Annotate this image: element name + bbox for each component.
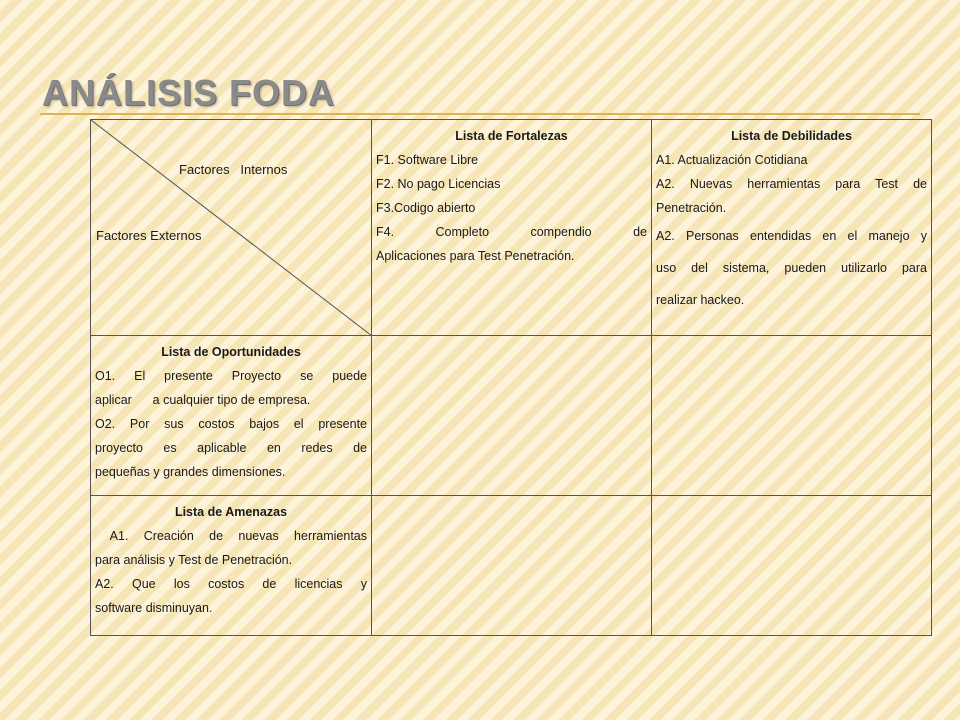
strength-item: F3.Codigo abierto — [376, 201, 476, 215]
strengths-cell — [372, 120, 652, 336]
weakness-item-continuation: uso del sistema, pueden utilizarlo para — [656, 261, 927, 275]
threats-cell — [91, 496, 372, 636]
fa-strategy-cell — [372, 496, 652, 636]
strength-item: F1. Software Libre — [376, 153, 479, 167]
matrix-row-threats — [91, 496, 932, 636]
threat-item: A2. Que los costos de licencias y — [95, 577, 367, 591]
strength-item-continuation: Aplicaciones para Test Penetración. — [376, 249, 575, 263]
matrix-row-internal — [91, 120, 932, 336]
weaknesses-cell — [652, 120, 932, 336]
weakness-item: A1. Actualización Cotidiana — [656, 153, 808, 167]
opportunities-cell — [91, 336, 372, 496]
opportunity-item: O1. El presente Proyecto se puede — [95, 369, 367, 383]
opportunities-heading: Lista de Oportunidades — [161, 345, 301, 359]
opportunity-item-continuation: pequeñas y grandes dimensiones. — [95, 465, 286, 479]
internal-factors-label: Factores Internos — [179, 162, 288, 177]
weaknesses-heading: Lista de Debilidades — [731, 129, 852, 143]
strength-item: F2. No pago Licencias — [376, 177, 501, 191]
external-factors-label: Factores Externos — [96, 228, 202, 243]
da-strategy-cell — [652, 496, 932, 636]
strengths-heading: Lista de Fortalezas — [455, 129, 568, 143]
fo-strategy-cell — [372, 336, 652, 496]
strength-item: F4. Completo compendio de — [376, 225, 647, 239]
foda-matrix — [90, 119, 932, 636]
opportunity-item-continuation: aplicar a cualquier tipo de empresa. — [95, 393, 311, 407]
weakness-item: A2. Nuevas herramientas para Test de — [656, 177, 927, 191]
threat-item: A1. Creación de nuevas herramientas — [95, 529, 367, 543]
threat-item-continuation: para análisis y Test de Penetración. — [95, 553, 293, 567]
matrix-corner-cell — [91, 120, 372, 336]
do-strategy-cell — [652, 336, 932, 496]
matrix-row-opportunities — [91, 336, 932, 496]
threat-item-continuation: software disminuyan. — [95, 601, 213, 615]
opportunity-item: O2. Por sus costos bajos el presente — [95, 417, 367, 431]
weakness-item-continuation: realizar hackeo. — [656, 293, 745, 307]
title-underline — [40, 113, 920, 115]
slide-title: ANÁLISIS FODA — [42, 72, 336, 113]
weakness-item-continuation: Penetración. — [656, 201, 727, 215]
opportunity-item-continuation: proyecto es aplicable en redes de — [95, 441, 367, 455]
weakness-item: A2. Personas entendidas en el manejo y — [656, 229, 927, 243]
threats-heading: Lista de Amenazas — [174, 505, 288, 519]
